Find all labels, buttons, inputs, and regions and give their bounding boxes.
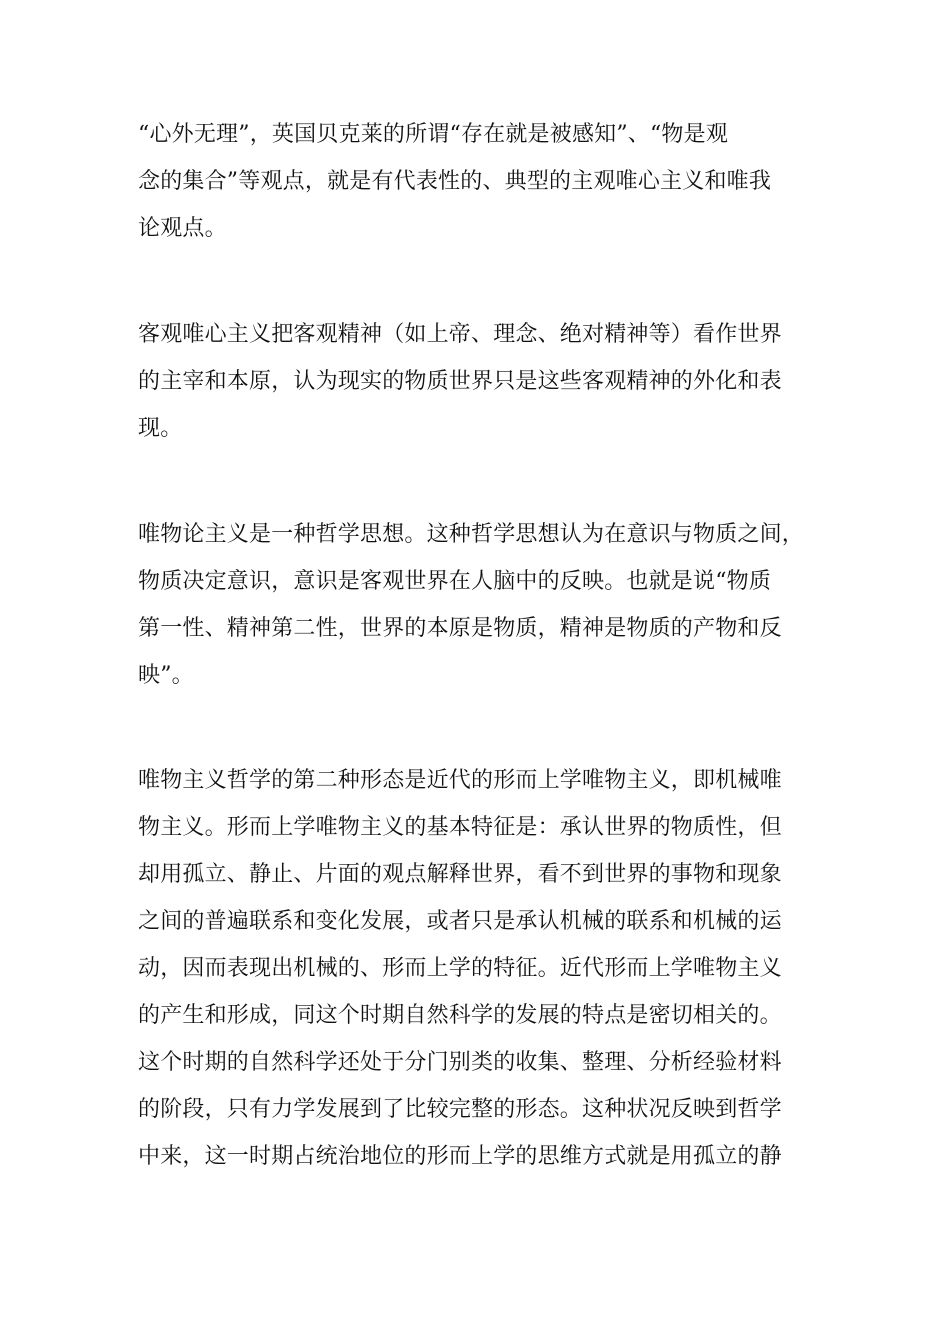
text-line: 中来，这一时期占统治地位的形而上学的思维方式就是用孤立的静 bbox=[138, 1144, 782, 1169]
text-line: 之间的普遍联系和变化发展，或者只是承认机械的联系和机械的运 bbox=[138, 909, 782, 934]
text-line: 唯物主义哲学的第二种形态是近代的形而上学唯物主义，即机械唯 bbox=[138, 768, 782, 793]
text-line: 的阶段，只有力学发展到了比较完整的形态。这种状况反映到哲学 bbox=[138, 1097, 782, 1122]
text-line: 动，因而表现出机械的、形而上学的特征。近代形而上学唯物主义 bbox=[138, 956, 782, 981]
text-line: 物主义。形而上学唯物主义的基本特征是：承认世界的物质性，但 bbox=[138, 815, 782, 840]
paragraph-materialism bbox=[138, 511, 818, 699]
text-line: 却用孤立、静止、片面的观点解释世界，看不到世界的事物和现象 bbox=[138, 862, 782, 887]
text-line: 的主宰和本原，认为现实的物质世界只是这些客观精神的外化和表 bbox=[138, 369, 782, 394]
paragraph-mechanical-materialism bbox=[138, 757, 818, 1180]
paragraph-subjective-idealism bbox=[138, 111, 818, 252]
text-line: 唯物论主义是一种哲学思想。这种哲学思想认为在意识与物质之间， bbox=[138, 522, 805, 547]
text-line: 第一性、精神第二性，世界的本原是物质，精神是物质的产物和反 bbox=[138, 616, 782, 641]
text-line: 现。 bbox=[138, 416, 183, 441]
text-line: 论观点。 bbox=[138, 216, 227, 241]
paragraph-objective-idealism bbox=[138, 311, 818, 452]
text-line: 客观唯心主义把客观精神（如上帝、理念、绝对精神等）看作世界 bbox=[138, 322, 782, 347]
text-line: “心外无理”，英国贝克莱的所谓“存在就是被感知”、“物是观 bbox=[138, 122, 729, 147]
text-line: 物质决定意识，意识是客观世界在人脑中的反映。也就是说“物质 bbox=[138, 569, 772, 594]
text-line: 这个时期的自然科学还处于分门别类的收集、整理、分析经验材料 bbox=[138, 1050, 782, 1075]
text-line: 映”。 bbox=[138, 663, 194, 688]
text-line: 的产生和形成，同这个时期自然科学的发展的特点是密切相关的。 bbox=[138, 1003, 782, 1028]
text-line: 念的集合”等观点，就是有代表性的、典型的主观唯心主义和唯我 bbox=[138, 169, 772, 194]
